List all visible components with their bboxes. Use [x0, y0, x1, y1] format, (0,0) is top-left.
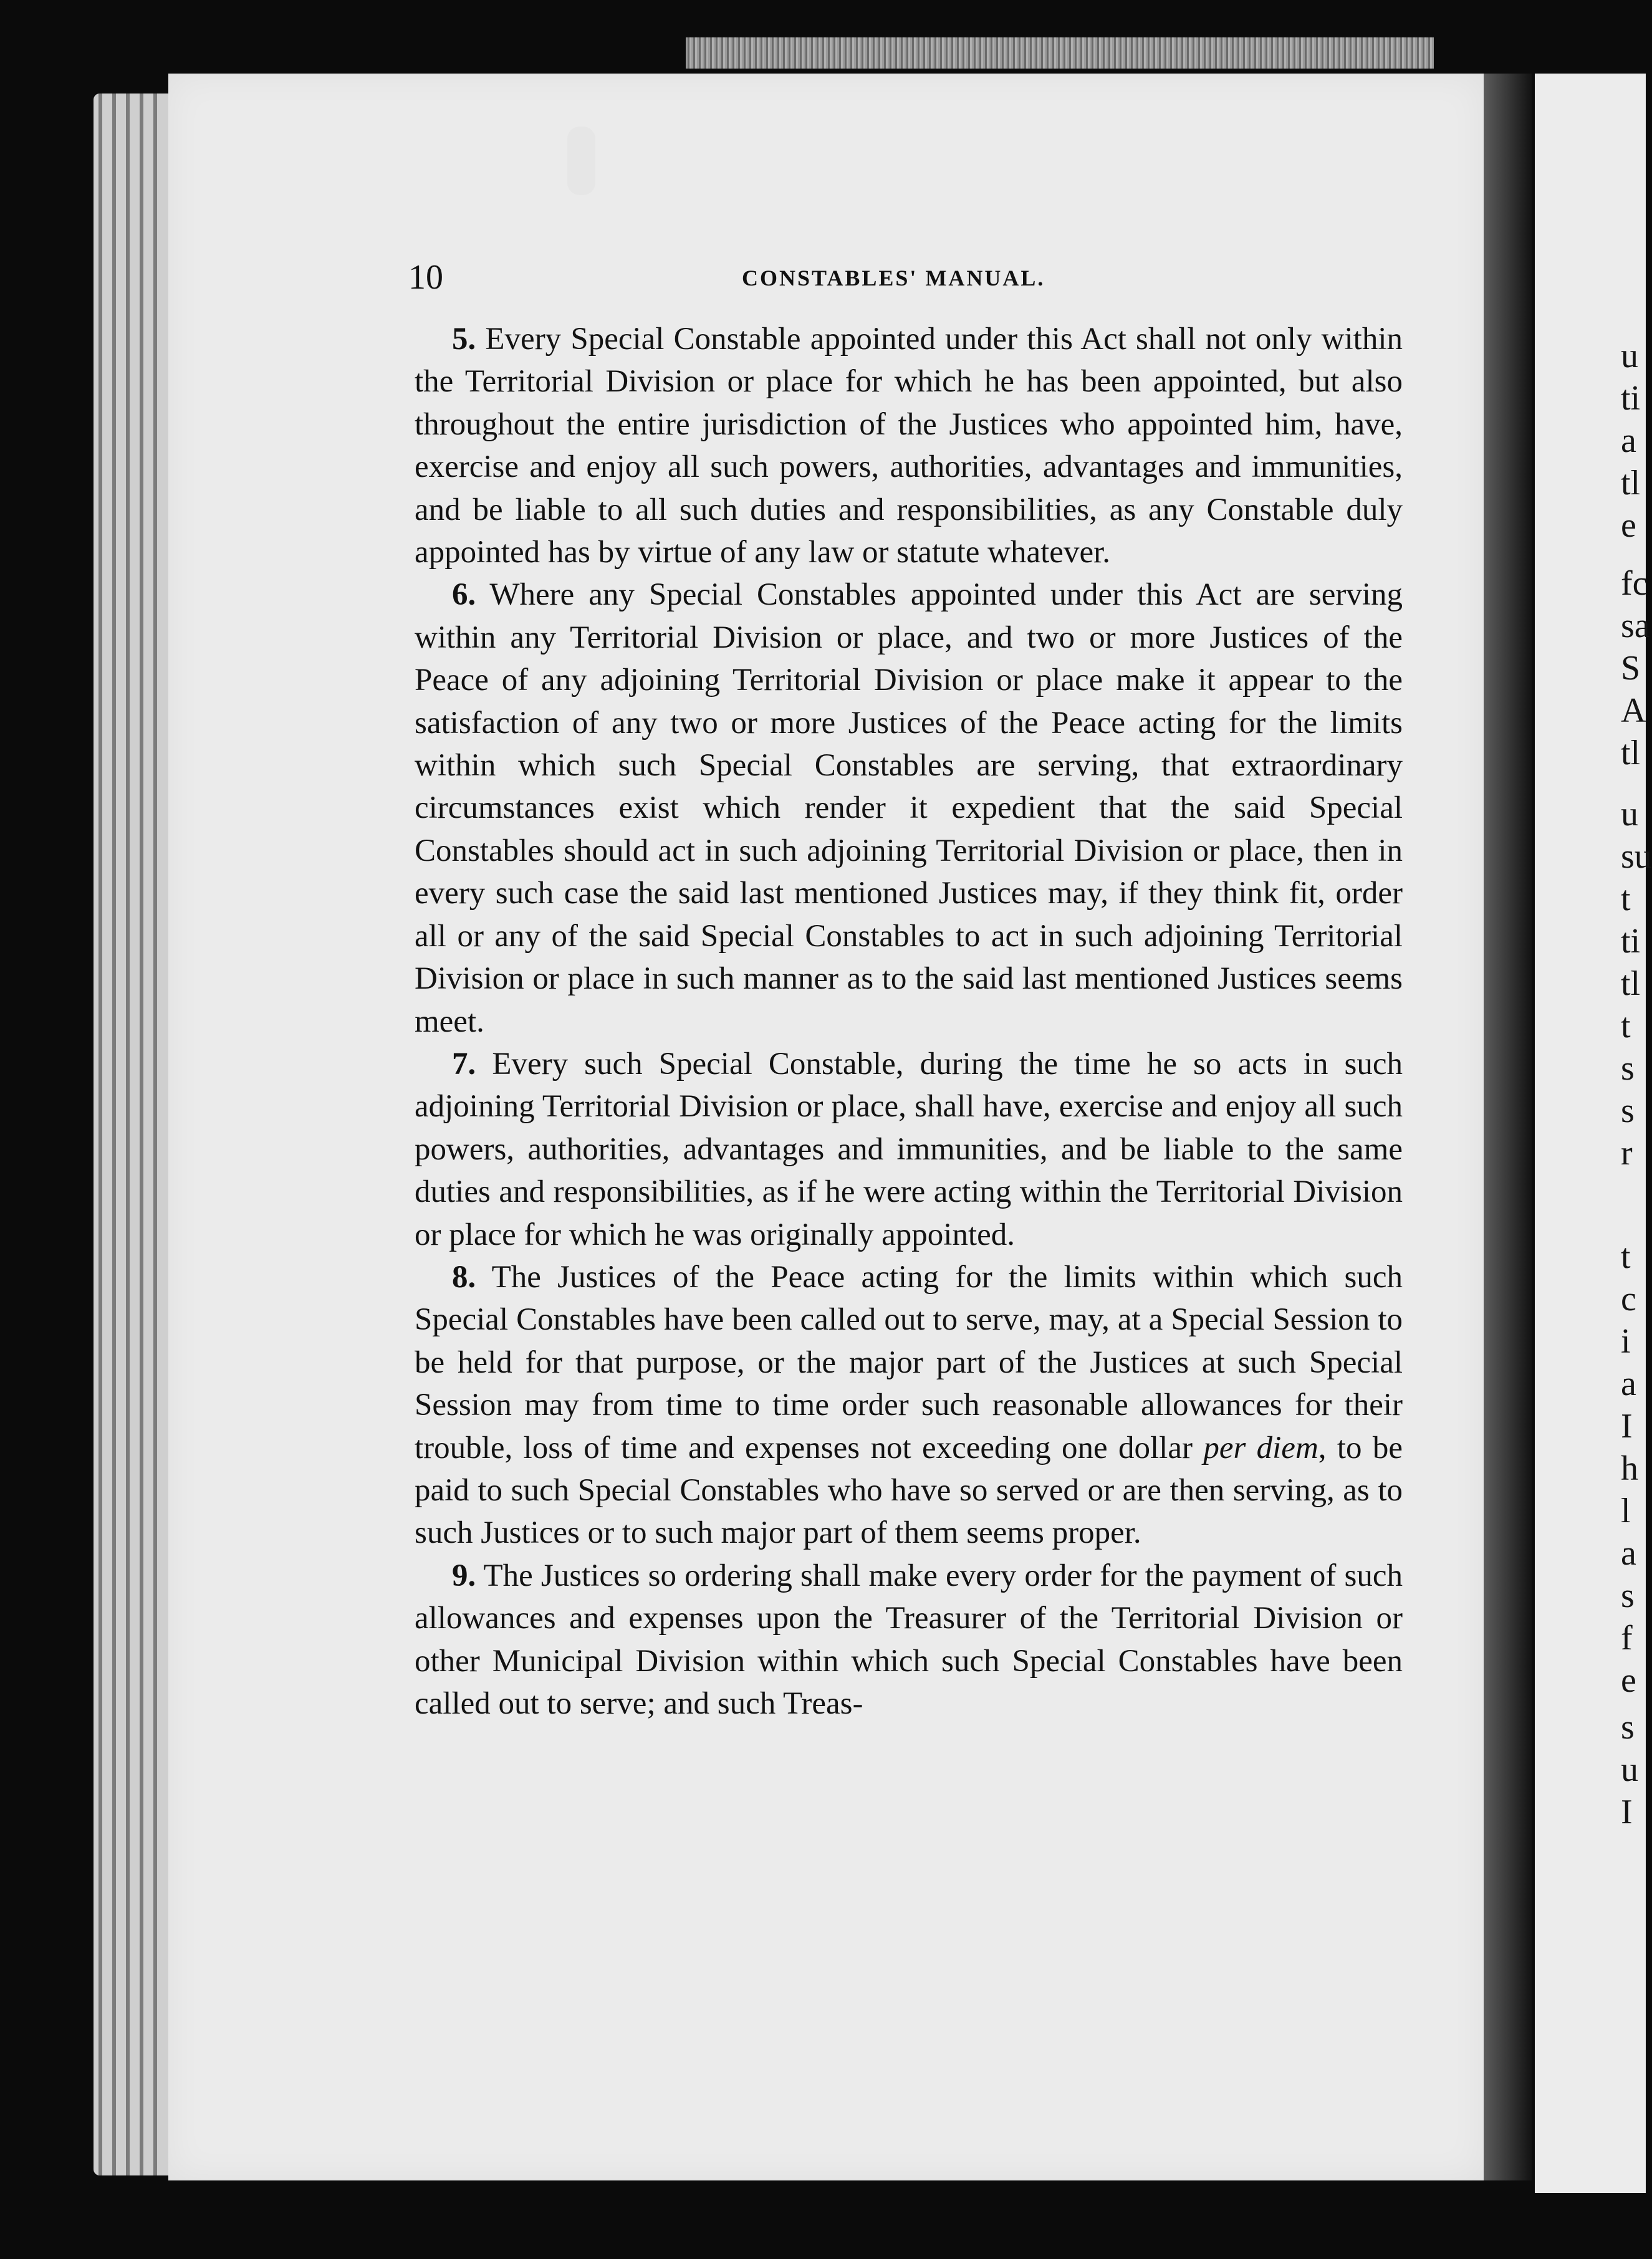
- paper-blemish: [567, 127, 595, 195]
- opposite-page-fragment: [1535, 74, 1652, 2193]
- section-number: 6.: [452, 577, 476, 613]
- opposite-page-letter: f: [1621, 1619, 1633, 1657]
- page-number: 10: [408, 258, 443, 297]
- opposite-page-letter: a: [1621, 421, 1636, 460]
- opposite-page-letter: I: [1621, 1407, 1633, 1446]
- opposite-page-letter: t: [1621, 1237, 1631, 1276]
- section-text: , to be paid to such Special Constables who have so served or are then serving, as to such Justices or to such major part of them seems proper.: [415, 1430, 1403, 1551]
- opposite-page-letter: tl: [1621, 464, 1641, 502]
- book-gutter-shadow: [1484, 74, 1532, 2180]
- opposite-page-letter: t: [1621, 1007, 1631, 1045]
- opposite-page-letter: c: [1621, 1280, 1636, 1318]
- running-head: [408, 252, 1493, 302]
- section-text: The Justices so ordering shall make every order for the payment of such allowances and expenses upon the Treasurer of the Territorial Division or other Municipal Division within which such Special Constables have been called out to serve; and such Treas-: [415, 1558, 1403, 1721]
- section-italic-text: per diem: [1203, 1430, 1318, 1465]
- book-binding-strip: [686, 37, 1434, 69]
- opposite-page-letter: a: [1621, 1365, 1636, 1403]
- opposite-page-letter: u: [1621, 337, 1638, 375]
- opposite-page-letter: u: [1621, 1750, 1638, 1789]
- opposite-page-letter: sa: [1621, 607, 1650, 645]
- opposite-page-letter: s: [1621, 1091, 1635, 1130]
- section-text: Every Special Constable appointed under this Act shall not only within the Territorial Division or place for which he has been appointed, but also throughout the entire jurisdiction of the Justices who appointed him, have, exercise and enjoy all such powers, authorities, advantages and immunities, and be liable to all such duties and responsibilities, as any Constable duly appointed has by virtue of any law or statute whatever.: [415, 322, 1403, 570]
- opposite-page-letter: s: [1621, 1576, 1635, 1615]
- opposite-page-letter: i: [1621, 1322, 1631, 1361]
- section-number: 9.: [452, 1558, 476, 1593]
- opposite-page-letter: tl: [1621, 964, 1641, 1003]
- opposite-page-letter: t: [1621, 880, 1631, 918]
- opposite-page-letter: e: [1621, 506, 1636, 545]
- opposite-page-letter: ti: [1621, 922, 1641, 961]
- section-paragraph: [415, 1256, 1403, 1555]
- opposite-page-letter: u: [1621, 795, 1638, 833]
- opposite-page-letter: s: [1621, 1708, 1635, 1747]
- section-paragraph: [415, 1043, 1403, 1256]
- opposite-page-letter: s: [1621, 1049, 1635, 1088]
- section-text: The Justices of the Peace acting for the limits within which such Special Constables have been called out to serve, may, at a Special Session to be held for that purpose, or the major part of the Justices at such Special Session may from time to time order such reasonable allowances for their trouble, loss of time and expenses not exceeding one dollar: [415, 1259, 1403, 1465]
- section-paragraph: [415, 573, 1403, 1042]
- opposite-page-letter: l: [1621, 1492, 1631, 1530]
- opposite-page-letter: A: [1621, 691, 1646, 730]
- running-title: CONSTABLES' MANUAL.: [742, 266, 1045, 290]
- opposite-page-letter: S: [1621, 649, 1641, 688]
- opposite-page-letter: fc: [1621, 564, 1648, 603]
- section-text: Where any Special Constables appointed under this Act are serving within any Territorial Division or place, and two or more Justices of the Peace of any adjoining Territorial Division or place make it appear to the satisfaction of any two or more Justices of the Peace acting for the limits within which such Special Constables are serving, that extraordinary circumstances exist which render it expedient that the said Special Constables should act in such adjoining Territorial Division or place, then in every such case the said last mentioned Justices may, if they think fit, order all or any of the said Special Constables to act in such adjoining Territorial Division or place in such manner as to the said last mentioned Justices seems meet.: [415, 577, 1403, 1039]
- opposite-page-letter: r: [1621, 1134, 1633, 1173]
- opposite-page-letter: e: [1621, 1661, 1636, 1700]
- section-number: 5.: [452, 322, 476, 357]
- section-paragraph: [415, 1555, 1403, 1725]
- section-paragraph: [415, 318, 1403, 573]
- body-text: [415, 318, 1403, 1725]
- opposite-page-letter: h: [1621, 1449, 1638, 1488]
- opposite-page-letter: I: [1621, 1793, 1633, 1831]
- section-text: Every such Special Constable, during the time he so acts in such adjoining Territorial Division or place, shall have, exercise and enjoy all such powers, authorities, advantages and immunities, and be liable to the same duties and responsibilities, as if he were acting within the Territorial Division or place for which he was originally appointed.: [415, 1046, 1403, 1252]
- opposite-page-letter: a: [1621, 1534, 1636, 1573]
- opposite-page-letter: ti: [1621, 379, 1641, 418]
- section-number: 7.: [452, 1046, 476, 1082]
- opposite-page-letter: su: [1621, 837, 1652, 876]
- opposite-page-letter: tl: [1621, 734, 1641, 772]
- section-number: 8.: [452, 1259, 476, 1295]
